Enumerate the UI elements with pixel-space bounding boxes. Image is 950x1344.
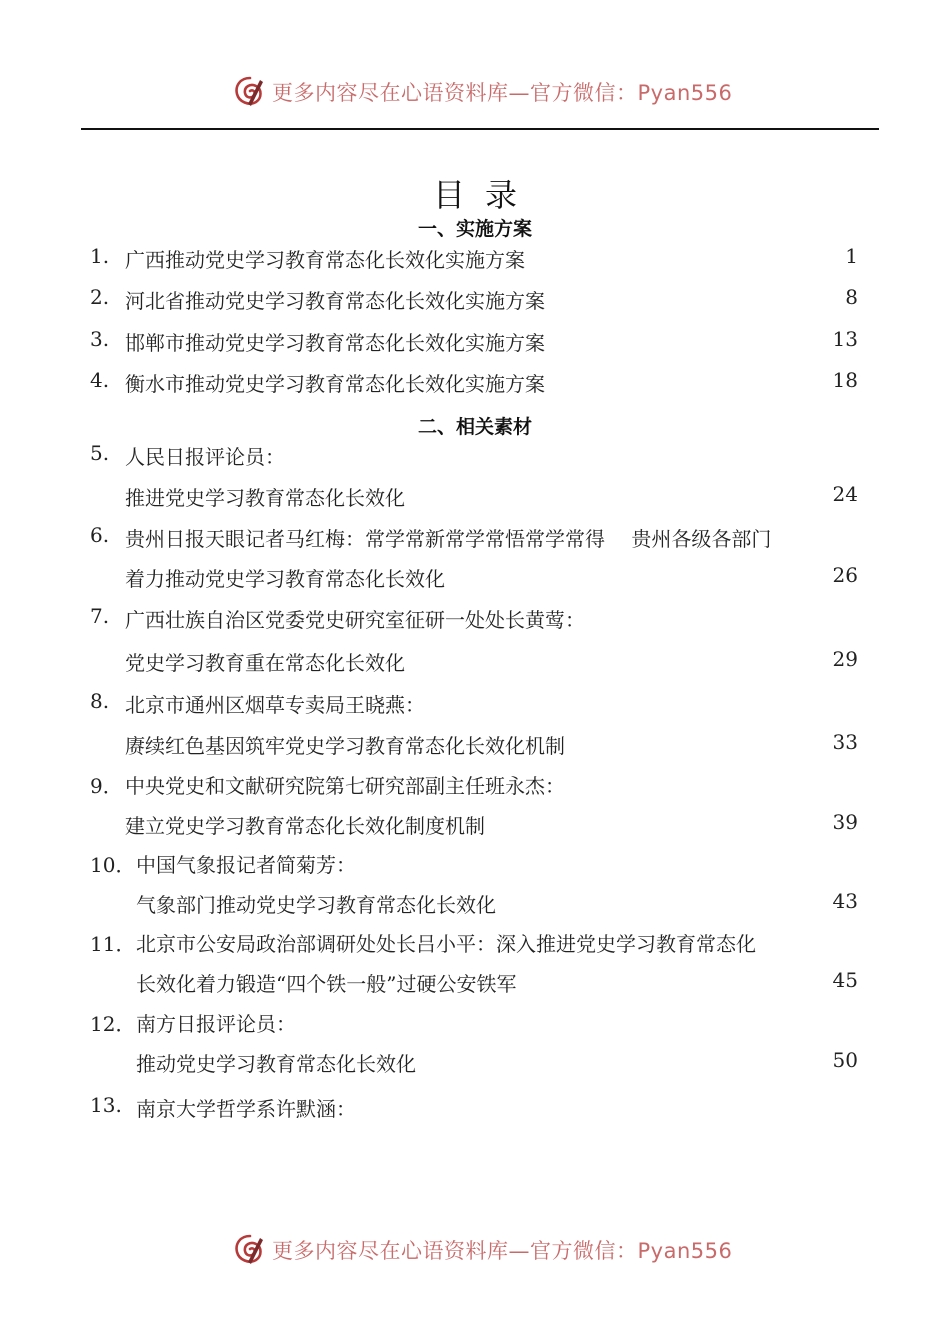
entry-number: 5. — [90, 441, 110, 465]
toc-entry-4[interactable] — [0, 368, 950, 396]
entry-title: 北京市公安局政治部调研处处长吕小平：深入推进党史学习教育常态化 — [136, 932, 756, 956]
toc-entry-12[interactable] — [0, 1008, 950, 1036]
entry-title: 广西推动党史学习教育常态化长效化实施方案 — [125, 248, 525, 272]
entry-number: 2. — [90, 285, 110, 309]
entry-number: 9． — [90, 774, 123, 798]
entry-number: 10． — [90, 853, 136, 877]
entry-subtitle: 推进党史学习教育常态化长效化 — [125, 486, 405, 510]
entry-page: 39 — [832, 810, 858, 834]
header-banner — [232, 74, 732, 110]
toc-entry-10[interactable] — [0, 849, 950, 877]
page-header — [0, 72, 950, 116]
entry-title: 贵州日报天眼记者马红梅：常学常新常学常悟常学常得 贵州各级各部门 — [125, 527, 772, 551]
section-heading-1: 一、实施方案 — [417, 218, 532, 240]
entry-title: 广西壮族自治区党委党史研究室征研一处处长黄莺： — [125, 608, 585, 632]
toc-entry-11-continued[interactable] — [0, 968, 950, 996]
spiral-pen-logo-icon — [232, 1232, 268, 1268]
entry-title: 南京大学哲学系许默涵： — [136, 1097, 356, 1121]
toc-entry-12-continued[interactable] — [0, 1048, 950, 1076]
entry-subtitle: 党史学习教育重在常态化长效化 — [125, 651, 405, 675]
toc-entry-8[interactable] — [0, 689, 950, 717]
entry-title: 中国气象报记者简菊芳： — [136, 853, 356, 877]
entry-subtitle: 着力推动党史学习教育常态化长效化 — [125, 567, 445, 591]
entry-subtitle: 赓续红色基因筑牢党史学习教育常态化长效化机制 — [125, 734, 565, 758]
entry-page: 50 — [832, 1048, 858, 1072]
toc-entry-5-continued[interactable] — [0, 482, 950, 510]
entry-page: 43 — [832, 889, 858, 913]
entry-page: 24 — [832, 482, 858, 506]
toc-entry-1[interactable] — [0, 244, 950, 272]
toc-entry-2[interactable] — [0, 285, 950, 313]
entry-page: 29 — [832, 647, 858, 671]
entry-page: 18 — [832, 368, 858, 392]
spiral-pen-logo-icon — [232, 74, 268, 110]
header-rule — [81, 128, 879, 130]
entry-subtitle: 气象部门推动党史学习教育常态化长效化 — [136, 893, 496, 917]
page-footer — [0, 1230, 950, 1274]
toc-entry-6[interactable] — [0, 523, 950, 551]
entry-title: 衡水市推动党史学习教育常态化长效化实施方案 — [125, 372, 545, 396]
entry-page: 1 — [845, 244, 858, 268]
toc-entry-6-continued[interactable] — [0, 563, 950, 591]
toc-entry-5[interactable] — [0, 441, 950, 469]
entry-page: 45 — [832, 968, 858, 992]
entry-subtitle: 建立党史学习教育常态化长效化制度机制 — [125, 814, 485, 838]
entry-page: 26 — [832, 563, 858, 587]
toc-entry-7[interactable] — [0, 604, 950, 632]
toc-entry-8-continued[interactable] — [0, 730, 950, 758]
entry-subtitle: 推动党史学习教育常态化长效化 — [136, 1052, 416, 1076]
entry-title: 河北省推动党史学习教育常态化长效化实施方案 — [125, 289, 545, 313]
entry-subtitle: 长效化着力锻造“四个铁一般”过硬公安铁军 — [136, 972, 517, 996]
entry-page: 8 — [845, 285, 858, 309]
toc-entry-7-continued[interactable] — [0, 647, 950, 675]
header-banner-text: 更多内容尽在心语资料库—官方微信：Pyan556 — [272, 81, 733, 105]
entry-number: 7. — [90, 604, 110, 628]
toc-entry-9[interactable] — [0, 770, 950, 798]
entry-title: 北京市通州区烟草专卖局王晓燕： — [125, 693, 425, 717]
section-heading-2: 二、相关素材 — [417, 416, 532, 438]
entry-number: 6. — [90, 523, 110, 547]
toc-entry-13[interactable] — [0, 1093, 950, 1121]
entry-number: 4. — [90, 368, 110, 392]
entry-title: 中央党史和文献研究院第七研究部副主任班永杰： — [125, 774, 565, 798]
entry-number: 13. — [90, 1093, 122, 1117]
entry-number: 8. — [90, 689, 110, 713]
toc-entry-11[interactable] — [0, 928, 950, 956]
entry-title: 南方日报评论员： — [136, 1012, 296, 1036]
entry-page: 33 — [832, 730, 858, 754]
entry-number: 11． — [90, 932, 136, 956]
entry-number: 12． — [90, 1012, 136, 1036]
footer-banner — [232, 1232, 732, 1268]
toc-entry-3[interactable] — [0, 327, 950, 355]
toc-entry-9-continued[interactable] — [0, 810, 950, 838]
entry-number: 1. — [90, 244, 110, 268]
entry-page: 13 — [832, 327, 858, 351]
toc-title: 目录 — [432, 176, 537, 214]
entry-title: 邯郸市推动党史学习教育常态化长效化实施方案 — [125, 331, 545, 355]
toc-entry-10-continued[interactable] — [0, 889, 950, 917]
footer-banner-text: 更多内容尽在心语资料库—官方微信：Pyan556 — [272, 1239, 733, 1263]
entry-title: 人民日报评论员： — [125, 445, 285, 469]
entry-number: 3. — [90, 327, 110, 351]
